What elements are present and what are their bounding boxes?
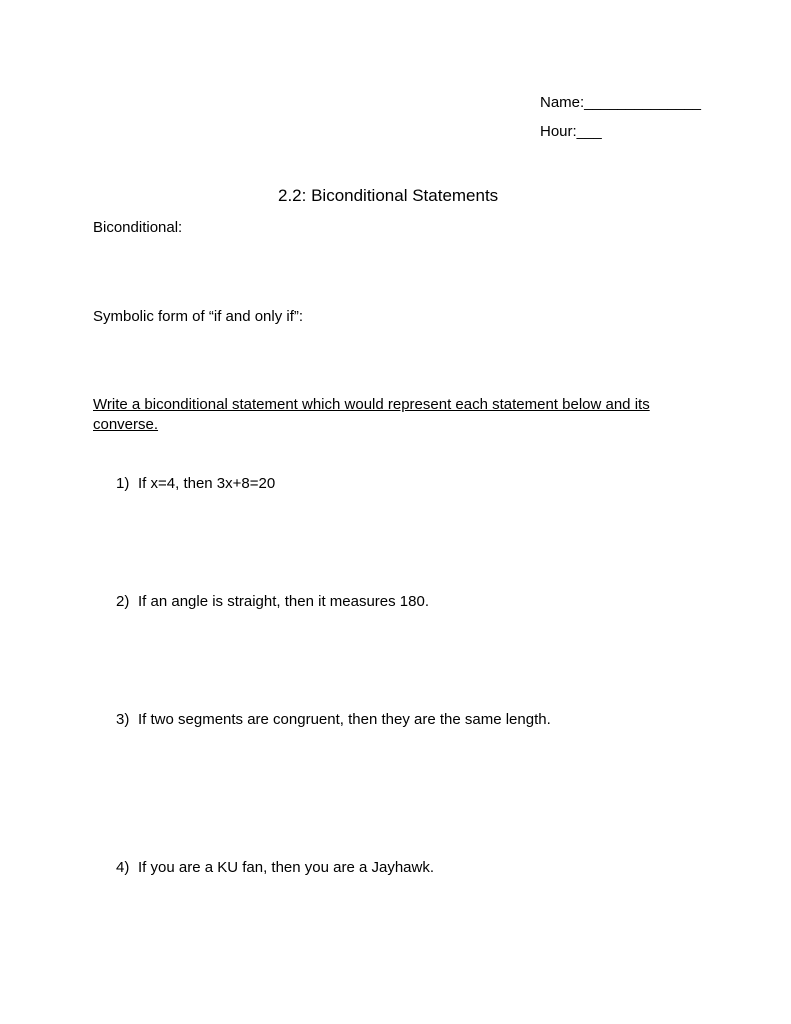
question-text: If x=4, then 3x+8=20 (138, 475, 276, 492)
question-item (116, 593, 429, 611)
hour-field-label: Hour:___ (540, 123, 602, 140)
biconditional-label: Biconditional: (93, 219, 183, 236)
question-text: If two segments are congruent, then they are the same length. (138, 711, 551, 728)
page-title: 2.2: Biconditional Statements (278, 186, 499, 205)
name-field-label: Name:______________ (540, 94, 701, 111)
question-item (116, 859, 434, 877)
question-number: 4) (116, 859, 130, 876)
question-item (116, 711, 551, 729)
question-text: If you are a KU fan, then you are a Jayhawk. (138, 859, 435, 876)
question-text: If an angle is straight, then it measures 180. (138, 593, 429, 610)
question-item (116, 475, 275, 493)
question-number: 3) (116, 711, 130, 728)
symbolic-form-label: Symbolic form of “if and only if”: (93, 308, 304, 325)
instructions-line-2: converse. (93, 416, 159, 433)
question-number: 1) (116, 475, 130, 492)
question-number: 2) (116, 593, 130, 610)
instructions-line-1: Write a biconditional statement which would represent each statement below and its (93, 396, 650, 413)
